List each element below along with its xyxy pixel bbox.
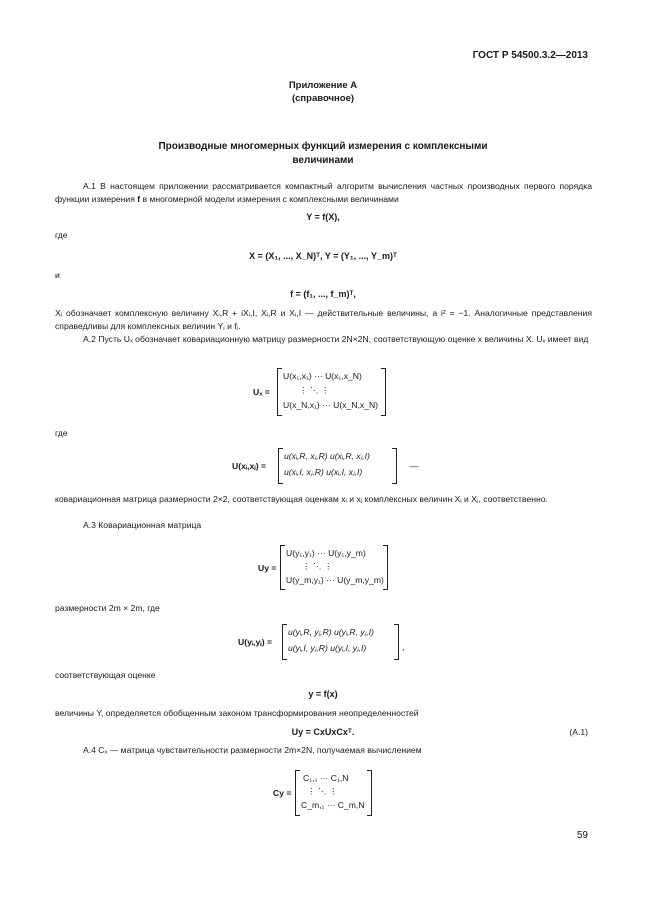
appendix-title: Приложение А bbox=[288, 80, 358, 91]
matrix-ux-label: Uₓ = bbox=[253, 387, 270, 397]
paragraph-a4: А.4 Cₓ — матрица чувствительности размерности 2m×2N, получаемая вычислением bbox=[83, 745, 422, 755]
dimension-label: размерности 2m × 2m, где bbox=[55, 603, 160, 613]
function-f: f bbox=[137, 193, 141, 204]
matrix-cy-row1: C₁,₁ ··· C₁,N bbox=[303, 773, 349, 783]
and-label: и bbox=[55, 270, 60, 280]
equation-vectors: X = (X₁, ..., X_N)ᵀ, Y = (Y₁, ..., Y_m)ᵀ bbox=[249, 251, 397, 261]
bracket-left bbox=[277, 368, 282, 416]
paragraph-covariance: ковариационная матрица размерности 2×2, соответствующая оценкам xᵢ и xⱼ комплексных величин Xᵢ и Xⱼ, соответственно. bbox=[55, 494, 548, 504]
comma: , bbox=[402, 642, 405, 652]
matrix-ux-row1: U(x₁,x₁) ··· U(x₁,x_N) bbox=[283, 371, 362, 381]
matrix-cy-label: Cy = bbox=[273, 788, 292, 798]
matrix-uyij-row2: u(yᵢ,I, yⱼ,R) u(yᵢ,I, yⱼ,I) bbox=[288, 643, 367, 653]
matrix-ux-row2: ⋮ ⋱ ⋮ bbox=[299, 385, 330, 395]
paragraph-law: величины Y, определяется обобщенным законом трансформирования неопределенностей bbox=[55, 708, 419, 718]
bracket-left bbox=[278, 448, 283, 484]
bracket-left bbox=[280, 545, 285, 590]
matrix-uy bbox=[258, 545, 398, 590]
corresponds-label: соответствующая оценке bbox=[55, 670, 156, 680]
matrix-uxij-row1: u(xᵢ,R, xⱼ,R) u(xᵢ,R, xⱼ,I) bbox=[284, 451, 370, 461]
matrix-uy-row2: ⋮ ⋱ ⋮ bbox=[302, 561, 333, 571]
matrix-uy-row1: U(y₁,y₁) ··· U(y₁,y_m) bbox=[286, 548, 366, 558]
matrix-cy bbox=[273, 770, 383, 816]
equation-f-vector: f = (f₁, ..., f_m)ᵀ, bbox=[290, 289, 356, 299]
appendix-subtitle: (справочное) bbox=[291, 93, 355, 104]
matrix-uy-label: Uy = bbox=[258, 563, 277, 573]
paragraph-a1: А.1 В настоящем приложении рассматривается компактный алгоритм вычисления частных производных первого порядка функции измерения f в многомерной модели измерения с комплексными величинами bbox=[55, 181, 592, 204]
matrix-uxij-label: U(xᵢ,xⱼ) = bbox=[232, 461, 266, 471]
dash: — bbox=[410, 461, 419, 471]
bracket-right bbox=[367, 770, 372, 816]
section-title-line1: Производные многомерных функций измерения с комплексными bbox=[158, 141, 488, 152]
bracket-left bbox=[295, 770, 300, 816]
paragraph-a3: А.3 Ковариационная матрица bbox=[83, 520, 202, 530]
equation-y-fx-lower: y = f(x) bbox=[308, 689, 338, 699]
paragraph-xi-description: Xᵢ обозначает комплексную величину Xᵢ,R + iXᵢ,I, Xᵢ,R и Xᵢ,I — действительные величины, а i² = −1. Аналогичные представления справедливы для комплексных величин Yⱼ и fⱼ. bbox=[55, 308, 592, 331]
equation-uy: Uy = CxUxCxᵀ. bbox=[291, 727, 355, 737]
paragraph-a2: А.2 Пусть Uₓ обозначает ковариационную матрицу размерности 2N×2N, соответствующую оценке x величины X. Uₓ имеет вид bbox=[83, 334, 589, 344]
bracket-right bbox=[383, 545, 388, 590]
document-header: ГОСТ Р 54500.3.2—2013 bbox=[472, 50, 588, 61]
bracket-right bbox=[381, 368, 386, 416]
bracket-right bbox=[392, 448, 397, 484]
matrix-uxij-row2: u(xᵢ,I, xⱼ,R) u(xᵢ,I, xⱼ,I) bbox=[284, 467, 363, 477]
page-number: 59 bbox=[576, 830, 588, 841]
matrix-cy-row3: C_m,₁ ··· C_m,N bbox=[301, 800, 365, 810]
matrix-ux bbox=[253, 368, 393, 416]
bracket-left bbox=[282, 624, 287, 660]
matrix-uy-row3: U(y_m,y₁) ··· U(y_m,y_m) bbox=[286, 575, 384, 585]
matrix-uxij bbox=[232, 448, 432, 484]
bracket-right bbox=[394, 624, 399, 660]
matrix-uyij bbox=[238, 624, 428, 660]
equation-y-fx: Y = f(X), bbox=[306, 212, 340, 222]
matrix-uyij-label: U(yᵢ,yⱼ) = bbox=[238, 637, 272, 647]
where-label-1: где bbox=[55, 230, 68, 240]
section-title-line2: величинами bbox=[292, 155, 354, 166]
equation-number: (А.1) bbox=[569, 727, 588, 737]
matrix-cy-row2: ⋮ ⋱ ⋮ bbox=[307, 786, 338, 796]
matrix-ux-row3: U(x_N,x₁) ··· U(x_N,x_N) bbox=[283, 400, 379, 410]
matrix-uyij-row1: u(yᵢ,R, yⱼ,R) u(yᵢ,R, yⱼ,I) bbox=[288, 627, 374, 637]
where-label-2: где bbox=[55, 428, 68, 438]
